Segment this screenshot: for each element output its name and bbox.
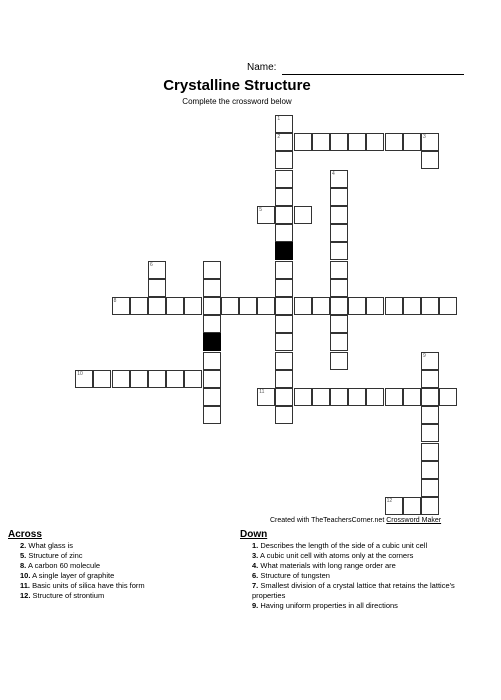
down-clue [252, 561, 460, 571]
crossword-cell[interactable] [421, 479, 439, 497]
crossword-cell[interactable] [421, 443, 439, 461]
clue-text: A cubic unit cell with atoms only at the corners [259, 551, 414, 560]
crossword-cell[interactable] [421, 424, 439, 442]
crossword-cell[interactable] [366, 133, 384, 151]
clue-number: 12. [20, 591, 31, 600]
clue-number: 6. [252, 571, 259, 580]
crossword-cell[interactable] [366, 297, 384, 315]
crossword-cell[interactable] [184, 297, 202, 315]
crossword-cell[interactable] [203, 352, 221, 370]
crossword-cell[interactable] [312, 133, 330, 151]
clue-text: Basic units of silica have this form [32, 581, 145, 590]
crossword-cell[interactable] [330, 242, 348, 260]
clue-number: 5 [259, 207, 262, 213]
across-clue [20, 561, 228, 571]
crossword-cell[interactable] [312, 388, 330, 406]
crossword-cell[interactable] [203, 370, 221, 388]
crossword-cell[interactable] [421, 497, 439, 515]
across-clue [20, 571, 228, 581]
clue-number: 3. [252, 551, 259, 560]
crossword-cell[interactable] [275, 224, 293, 242]
down-clue [252, 541, 460, 551]
down-heading: Down [240, 529, 268, 540]
clue-text: Describes the length of the side of a cubic unit cell [260, 541, 428, 550]
crossword-cell[interactable] [330, 297, 348, 315]
clue-number: 5. [20, 551, 27, 560]
crossword-cell[interactable] [203, 406, 221, 424]
crossword-cell[interactable] [385, 297, 403, 315]
crossword-cell[interactable] [275, 133, 293, 151]
page-title: Crystalline Structure [163, 77, 311, 94]
clue-number: 4 [332, 170, 335, 177]
crossword-cell[interactable] [421, 461, 439, 479]
crossword-cell[interactable] [439, 388, 457, 406]
crossword-cell[interactable] [330, 388, 348, 406]
crossword-cell[interactable] [275, 170, 293, 188]
crossword-cell[interactable] [348, 133, 366, 151]
clue-number: 8. [20, 561, 27, 570]
crossword-cell[interactable] [330, 261, 348, 279]
crossword-cell[interactable] [257, 206, 275, 224]
crossword-cell[interactable] [330, 133, 348, 151]
crossword-cell[interactable] [330, 224, 348, 242]
crossword-cell[interactable] [221, 297, 239, 315]
crossword-cell[interactable] [275, 206, 293, 224]
crossword-block [275, 242, 293, 260]
clue-text: A single layer of graphite [32, 571, 115, 580]
crossword-cell[interactable] [421, 370, 439, 388]
crossword-cell[interactable] [421, 133, 439, 151]
crossword-cell[interactable] [330, 206, 348, 224]
crossword-cell[interactable] [203, 315, 221, 333]
crossword-cell[interactable] [275, 388, 293, 406]
crossword-cell[interactable] [239, 297, 257, 315]
crossword-cell[interactable] [330, 170, 348, 188]
crossword-cell[interactable] [275, 352, 293, 370]
crossword-cell[interactable] [148, 279, 166, 297]
crossword-cell[interactable] [330, 315, 348, 333]
crossword-cell[interactable] [112, 297, 130, 315]
crossword-maker-link[interactable]: Crossword Maker [386, 517, 442, 524]
clue-number: 12 [386, 498, 393, 505]
clue-number: 1. [252, 541, 259, 550]
clue-text: What materials with long range order are [260, 561, 396, 570]
clue-number: 2 [277, 134, 281, 141]
name-label: Name: [247, 62, 277, 73]
crossword-cell[interactable] [385, 388, 403, 406]
crossword-cell[interactable] [366, 388, 384, 406]
crossword-cell[interactable] [294, 206, 312, 224]
crossword-cell[interactable] [403, 297, 421, 315]
crossword-block [203, 333, 221, 351]
crossword-cell[interactable] [312, 297, 330, 315]
clue-text: Smallest division of a crystal lattice that retains the lattice's properties [252, 581, 455, 600]
clue-number: 11 [259, 389, 265, 395]
clue-text: Structure of zinc [28, 551, 83, 560]
clue-text: Having uniform properties in all directions [260, 601, 398, 610]
crossword-cell[interactable] [275, 315, 293, 333]
crossword-cell[interactable] [93, 370, 111, 388]
down-clue [252, 581, 460, 601]
crossword-cell[interactable] [275, 297, 293, 315]
clue-number: 9. [252, 601, 259, 610]
clue-number: 9 [423, 352, 426, 359]
crossword-cell[interactable] [130, 370, 148, 388]
crossword-cell[interactable] [166, 370, 184, 388]
crossword-cell[interactable] [421, 151, 439, 169]
crossword-cell[interactable] [294, 133, 312, 151]
crossword-cell[interactable] [257, 297, 275, 315]
crossword-cell[interactable] [294, 388, 312, 406]
clue-number: 10. [20, 571, 31, 580]
crossword-cell[interactable] [385, 497, 403, 515]
crossword-cell[interactable] [275, 188, 293, 206]
crossword-cell[interactable] [275, 333, 293, 351]
clue-number: 11. [20, 581, 31, 590]
clue-number: 4. [252, 561, 259, 570]
across-heading: Across [8, 529, 42, 540]
credit-text: Created with TheTeachersCorner.net [270, 517, 385, 524]
crossword-cell[interactable] [330, 333, 348, 351]
clue-number: 2. [20, 541, 27, 550]
down-clue [252, 571, 460, 581]
down-clue-list [240, 541, 460, 611]
crossword-cell[interactable] [403, 388, 421, 406]
crossword-cell[interactable] [148, 370, 166, 388]
across-clue [20, 541, 228, 551]
across-clue [20, 581, 228, 591]
crossword-cell[interactable] [275, 406, 293, 424]
clue-number: 6 [150, 261, 153, 268]
clue-text: A carbon 60 molecule [27, 561, 101, 570]
crossword-cell[interactable] [203, 279, 221, 297]
crossword-cell[interactable] [403, 497, 421, 515]
crossword-cell[interactable] [348, 388, 366, 406]
clue-text: What glass is [28, 541, 73, 550]
crossword-cell[interactable] [148, 297, 166, 315]
crossword-cell[interactable] [148, 261, 166, 279]
clue-text: Structure of strontium [32, 591, 105, 600]
crossword-cell[interactable] [385, 133, 403, 151]
crossword-cell[interactable] [75, 370, 93, 388]
down-clue [252, 551, 460, 561]
clue-text: Structure of tungsten [260, 571, 330, 580]
crossword-cell[interactable] [203, 297, 221, 315]
crossword-cell[interactable] [330, 352, 348, 370]
crossword-cell[interactable] [257, 388, 275, 406]
crossword-cell[interactable] [184, 370, 202, 388]
crossword-cell[interactable] [275, 279, 293, 297]
clue-number: 8 [113, 298, 117, 304]
crossword-cell[interactable] [421, 297, 439, 315]
across-clues [8, 530, 228, 601]
crossword-cell[interactable] [275, 151, 293, 169]
crossword-cell[interactable] [421, 406, 439, 424]
crossword-cell[interactable] [275, 370, 293, 388]
across-clue-list [8, 541, 228, 601]
crossword-cell[interactable] [203, 261, 221, 279]
clue-number: 10 [77, 370, 83, 377]
crossword-cell[interactable] [421, 352, 439, 370]
crossword-cell[interactable] [275, 115, 293, 133]
credit-line [270, 517, 441, 524]
clue-number: 1 [277, 116, 281, 122]
crossword-cell[interactable] [203, 388, 221, 406]
crossword-cell[interactable] [130, 297, 148, 315]
crossword-cell[interactable] [166, 297, 184, 315]
crossword-cell[interactable] [439, 297, 457, 315]
across-clue [20, 551, 228, 561]
crossword-cell[interactable] [348, 297, 366, 315]
crossword-cell[interactable] [403, 133, 421, 151]
clue-number: 7. [252, 581, 259, 590]
clue-number: 3 [423, 134, 426, 141]
down-clue [252, 601, 460, 611]
crossword-cell[interactable] [330, 279, 348, 297]
crossword-cell[interactable] [275, 261, 293, 279]
crossword-cell[interactable] [330, 188, 348, 206]
page-subtitle: Complete the crossword below [182, 97, 292, 106]
crossword-cell[interactable] [112, 370, 130, 388]
down-clues [240, 530, 460, 611]
crossword-cell[interactable] [294, 297, 312, 315]
crossword-cell[interactable] [421, 388, 439, 406]
across-clue [20, 591, 228, 601]
